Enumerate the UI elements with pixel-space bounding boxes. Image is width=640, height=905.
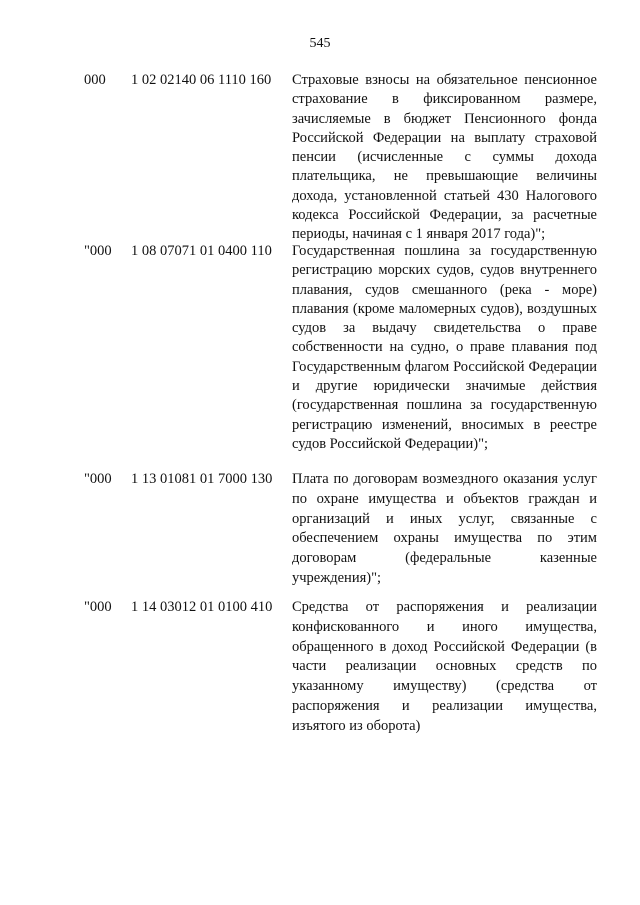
budget-classification-code: 1 08 07071 01 0400 110 xyxy=(131,243,272,259)
budget-classification-code: 1 02 02140 06 1110 160 xyxy=(131,72,272,88)
income-description: Плата по договорам возмездного оказания услуг по охране имущества и объектов граждан и организаций и иных услуг, связанные с обеспечением охраны имущества по этим договорам (федеральные казенные учреждения)"; xyxy=(292,471,597,586)
budget-classification-code: 1 13 01081 01 7000 130 xyxy=(131,471,273,487)
page-number: 545 xyxy=(309,36,331,51)
income-description: Средства от распоряжения и реализации конфискованного и иного имущества, обращенного в доход Российской Федерации (в части реализации основных средств по указанному имуществу) (средства от распоряжения и реализации имущества, изъятого из оборота) xyxy=(292,599,597,734)
income-description: Государственная пошлина за государственную регистрацию морских судов, судов внутреннего плавания, судов смешанного (река - море) плавания (кроме маломерных судов), воздушных судов за выдачу свидетельства о праве собственности на судно, о праве плавания под Государственным флагом Российской Федерации и другие юридически значимые действия (государственная пошлина за государственную регистрацию изменений, вносимых в реестре судов Российской Федерации)"; xyxy=(292,243,597,452)
budget-classification-code: 1 14 03012 01 0100 410 xyxy=(131,599,273,615)
income-description: Страховые взносы на обязательное пенсионное страхование в фиксированном размере, зачисляемые в бюджет Пенсионного фонда Российской Федерации на выплату страховой пенсии (исчисленные с суммы дохода плательщика, не превышающие величины дохода, установленной статьей 430 Налогового кодекса Российской Федерации, за расчетные периоды, начиная с 1 января 2017 года)"; xyxy=(292,72,597,243)
administrator-code: 000 xyxy=(84,72,106,88)
administrator-code: "000 xyxy=(84,243,112,259)
administrator-code: "000 xyxy=(84,471,112,487)
administrator-code: "000 xyxy=(84,599,112,615)
